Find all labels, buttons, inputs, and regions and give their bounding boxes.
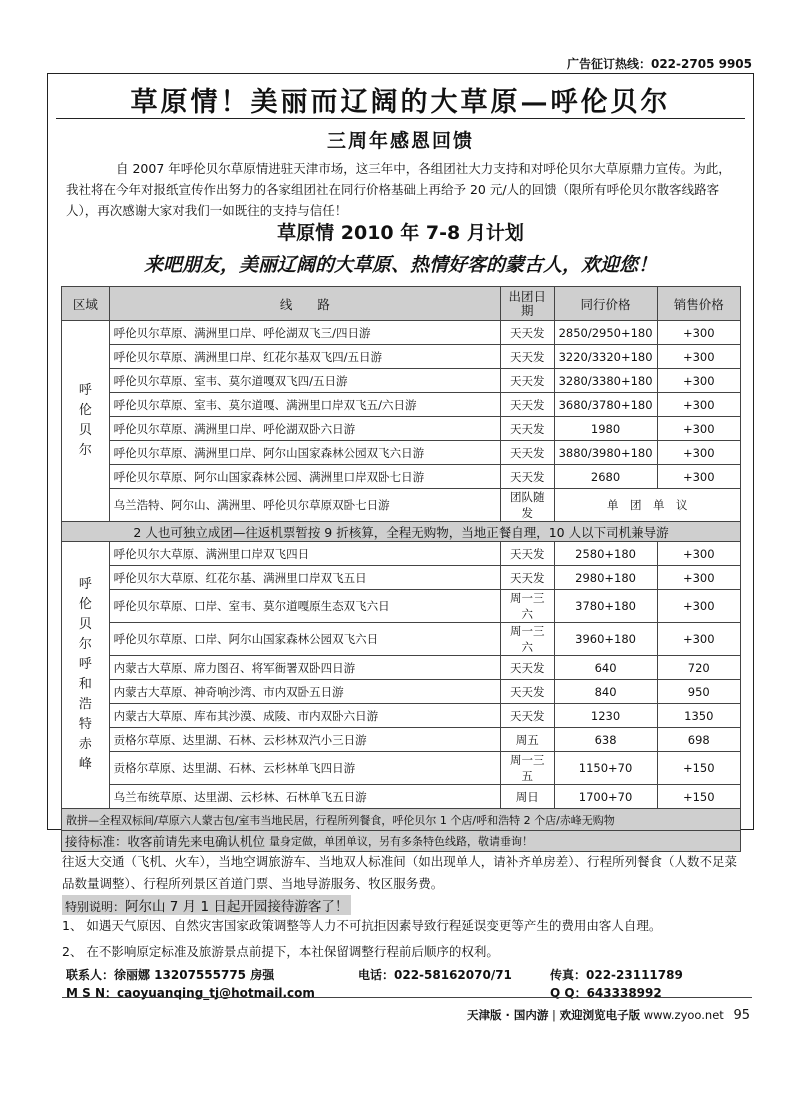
sale-price-cell: +300: [657, 441, 740, 465]
sale-price-cell: 720: [657, 656, 740, 680]
footer-site: www.zyoo.net: [643, 1008, 724, 1022]
route-cell: 贡格尔草原、达里湖、石林、云杉林单飞四日游: [109, 752, 500, 785]
route-cell: 乌兰浩特、阿尔山、满洲里、呼伦贝尔草原双卧七日游: [109, 489, 500, 522]
date-cell: 天天发: [501, 465, 555, 489]
peer-price-cell: 2680: [554, 465, 657, 489]
region-cell: [62, 321, 110, 522]
special-label: [62, 895, 351, 915]
peer-price-cell: 1150+70: [554, 752, 657, 785]
table-row: [62, 441, 741, 465]
route-cell: 呼伦贝尔大草原、红花尔基、满洲里口岸双飞五日: [109, 566, 500, 590]
route-cell: 呼伦贝尔草原、满洲里口岸、呼伦湖双飞三/四日游: [109, 321, 500, 345]
footer: [467, 1007, 750, 1023]
table-row: [62, 785, 741, 809]
route-cell: 内蒙古大草原、神奇响沙湾、市内双卧五日游: [109, 680, 500, 704]
date-cell: 天天发: [501, 393, 555, 417]
sale-price-cell: +300: [657, 623, 740, 656]
contact-fax: 传真：022-23111789: [550, 968, 683, 982]
table-header-row: [62, 287, 741, 321]
sale-price-cell: +300: [657, 417, 740, 441]
special-note-1: 1、 如遇天气原因、自然灾害国家政策调整等人力不可抗拒因素导致行程延误变更等产生的费用由客人自理。: [62, 918, 662, 933]
route-cell: 呼伦贝尔草原、满洲里口岸、呼伦湖双卧六日游: [109, 417, 500, 441]
sale-price-cell: +150: [657, 752, 740, 785]
table-row: [62, 623, 741, 656]
negotiated-price-cell: 单 团 单 议: [554, 489, 740, 522]
sale-price-cell: +300: [657, 465, 740, 489]
route-cell: 呼伦贝尔草原、口岸、室韦、莫尔道嘎原生态双飞六日: [109, 590, 500, 623]
peer-price-cell: 3220/3320+180: [554, 345, 657, 369]
header-route: 线 路: [109, 287, 500, 321]
anniversary-subtitle: 三周年感恩回馈: [326, 130, 474, 152]
title-divider: [56, 118, 745, 119]
peer-price-cell: 3880/3980+180: [554, 441, 657, 465]
table-row: [62, 680, 741, 704]
route-cell: 呼伦贝尔草原、室韦、莫尔道嘎、满洲里口岸双飞五/六日游: [109, 393, 500, 417]
region-label: 呼伦贝尔: [78, 383, 92, 458]
sale-price-cell: 1350: [657, 704, 740, 728]
route-cell: 乌兰布统草原、达里湖、云杉林、石林单飞五日游: [109, 785, 500, 809]
special-label-tail: 阿尔山 7 月 1 日起开园接待游客了！: [125, 899, 349, 915]
route-cell: 呼伦贝尔草原、满洲里口岸、红花尔基双飞四/五日游: [109, 345, 500, 369]
table-row: [62, 321, 741, 345]
peer-price-cell: 640: [554, 656, 657, 680]
table-row: [62, 542, 741, 566]
date-cell: 周一三六: [501, 623, 555, 656]
sale-price-cell: +300: [657, 321, 740, 345]
peer-price-cell: 3960+180: [554, 623, 657, 656]
peer-price-cell: 2580+180: [554, 542, 657, 566]
date-cell: 天天发: [501, 417, 555, 441]
footer-divider: [62, 997, 752, 998]
date-cell: 周一三六: [501, 590, 555, 623]
table-row: [62, 752, 741, 785]
peer-price-cell: 840: [554, 680, 657, 704]
table-row: [62, 489, 741, 522]
route-cell: 内蒙古大草原、席力图召、将军衙署双卧四日游: [109, 656, 500, 680]
date-cell: 天天发: [501, 542, 555, 566]
route-cell: 呼伦贝尔草原、室韦、莫尔道嘎双飞四/五日游: [109, 369, 500, 393]
date-cell: 天天发: [501, 680, 555, 704]
table-row: [62, 728, 741, 752]
peer-price-cell: 2980+180: [554, 566, 657, 590]
standard-label-title: 接待标准：: [65, 834, 128, 849]
banner-cell: 2 人也可独立成团—往返机票暂按 9 折核算，全程无购物，当地正餐自理，10 人以下司机兼导游: [62, 522, 741, 542]
ad-hotline: 广告征订热线：022-2705 9905: [566, 57, 752, 71]
route-cell: 贡格尔草原、达里湖、石林、云杉林双汽小三日游: [109, 728, 500, 752]
header-date: 出团日期: [501, 287, 555, 321]
peer-price-cell: 1700+70: [554, 785, 657, 809]
route-cell: 呼伦贝尔草原、口岸、阿尔山国家森林公园双飞六日: [109, 623, 500, 656]
peer-price-cell: 1980: [554, 417, 657, 441]
peer-price-cell: 3780+180: [554, 590, 657, 623]
mix-note-cell: 散拼—全程双标间/草原六人蒙古包/室韦当地民居，行程所列餐食，呼伦贝尔 1 个店/呼和浩特 2 个店/赤峰无购物: [62, 809, 741, 831]
peer-price-cell: 2850/2950+180: [554, 321, 657, 345]
date-cell: 天天发: [501, 656, 555, 680]
date-cell: 天天发: [501, 566, 555, 590]
sale-price-cell: +300: [657, 393, 740, 417]
table-row: [62, 465, 741, 489]
banner-row: [62, 522, 741, 542]
route-cell: 呼伦贝尔草原、满洲里口岸、阿尔山国家森林公园双飞六日游: [109, 441, 500, 465]
table-row: [62, 345, 741, 369]
peer-price-cell: 638: [554, 728, 657, 752]
sale-price-cell: +300: [657, 542, 740, 566]
table-row: [62, 393, 741, 417]
intro-paragraph: 自 2007 年呼伦贝尔草原情进驻天津市场，这三年中，各组团社大力支持和对呼伦贝尔大草原鼎力宣传。为此，我社将在今年对报纸宣传作出努力的各家组团社在同行价格基础上再给予 20 元/人的回馈（限所有呼伦贝尔散客线路客人），再次感谢大家对我们一如既往的支持与信任！: [66, 161, 731, 218]
sale-price-cell: +300: [657, 345, 740, 369]
header-peer-price: 同行价格: [554, 287, 657, 321]
contact-qq: Q Q：643338992: [550, 986, 662, 1000]
route-cell: 呼伦贝尔草原、阿尔山国家森林公园、满洲里口岸双卧七日游: [109, 465, 500, 489]
main-title: 草原情！美丽而辽阔的大草原—呼伦贝尔: [130, 87, 671, 118]
plan-title: 草原情 2010 年 7-8 月计划: [277, 222, 524, 244]
table-row: [62, 704, 741, 728]
page-number: 95: [733, 1008, 750, 1023]
date-cell: 周五: [501, 728, 555, 752]
route-table: [61, 286, 741, 852]
contact-msn: M S N：caoyuanqing_tj@hotmail.com: [66, 986, 315, 1000]
footer-edition: 天津版 · 国内游: [467, 1008, 549, 1022]
sale-price-cell: 698: [657, 728, 740, 752]
date-cell: 天天发: [501, 369, 555, 393]
special-note-2: 2、 在不影响原定标准及旅游景点前提下，本社保留调整行程前后顺序的权利。: [62, 944, 499, 959]
region-label: 呼伦贝尔 呼和浩特 赤峰: [78, 577, 92, 772]
route-cell: 内蒙古大草原、库布其沙漠、成陵、市内双卧六日游: [109, 704, 500, 728]
header-sale-price: 销售价格: [657, 287, 740, 321]
date-cell: 天天发: [501, 704, 555, 728]
date-cell: 团队随发: [501, 489, 555, 522]
contact-phone: 电话：022-58162070/71: [358, 968, 512, 982]
peer-price-cell: 3680/3780+180: [554, 393, 657, 417]
special-label-title: 特别说明：: [65, 900, 126, 914]
table-row: [62, 417, 741, 441]
region-cell: [62, 542, 110, 809]
date-cell: 天天发: [501, 345, 555, 369]
peer-price-cell: 1230: [554, 704, 657, 728]
sale-price-cell: +150: [657, 785, 740, 809]
table-row: [62, 656, 741, 680]
sale-price-cell: 950: [657, 680, 740, 704]
date-cell: 周一三五: [501, 752, 555, 785]
table-row: [62, 369, 741, 393]
contact-person: 联系人：徐丽娜 13207555775 房强: [66, 968, 275, 982]
mix-note-row: [62, 809, 741, 831]
sale-price-cell: +300: [657, 566, 740, 590]
header-region: 区域: [62, 287, 110, 321]
date-cell: 天天发: [501, 321, 555, 345]
route-cell: 呼伦贝尔大草原、满洲里口岸双飞四日: [109, 542, 500, 566]
date-cell: 天天发: [501, 441, 555, 465]
footer-slogan: 欢迎浏览电子版: [559, 1008, 641, 1022]
standard-text: 往返大交通（飞机、火车），当地空调旅游车、当地双人标准间（如出现单人，请补齐单房差）、行程所列餐食（人数不足菜品数量调整）、行程所列景区首道门票、当地导游服务、牧区服务费。: [62, 854, 738, 891]
peer-price-cell: 3280/3380+180: [554, 369, 657, 393]
sale-price-cell: +300: [657, 369, 740, 393]
standard-label: [62, 832, 268, 850]
standard-label-tail: 收客前请先来电确认机位: [127, 834, 266, 849]
footer-separator: |: [552, 1008, 560, 1022]
date-cell: 周日: [501, 785, 555, 809]
custom-note-cell: 量身定做，单团单议，另有多条特色线路，敬请垂询！: [62, 831, 741, 852]
sale-price-cell: +300: [657, 590, 740, 623]
table-row: [62, 590, 741, 623]
table-row: [62, 566, 741, 590]
welcome-slogan: 来吧朋友，美丽辽阔的大草原、热情好客的蒙古人，欢迎您！: [143, 254, 657, 276]
